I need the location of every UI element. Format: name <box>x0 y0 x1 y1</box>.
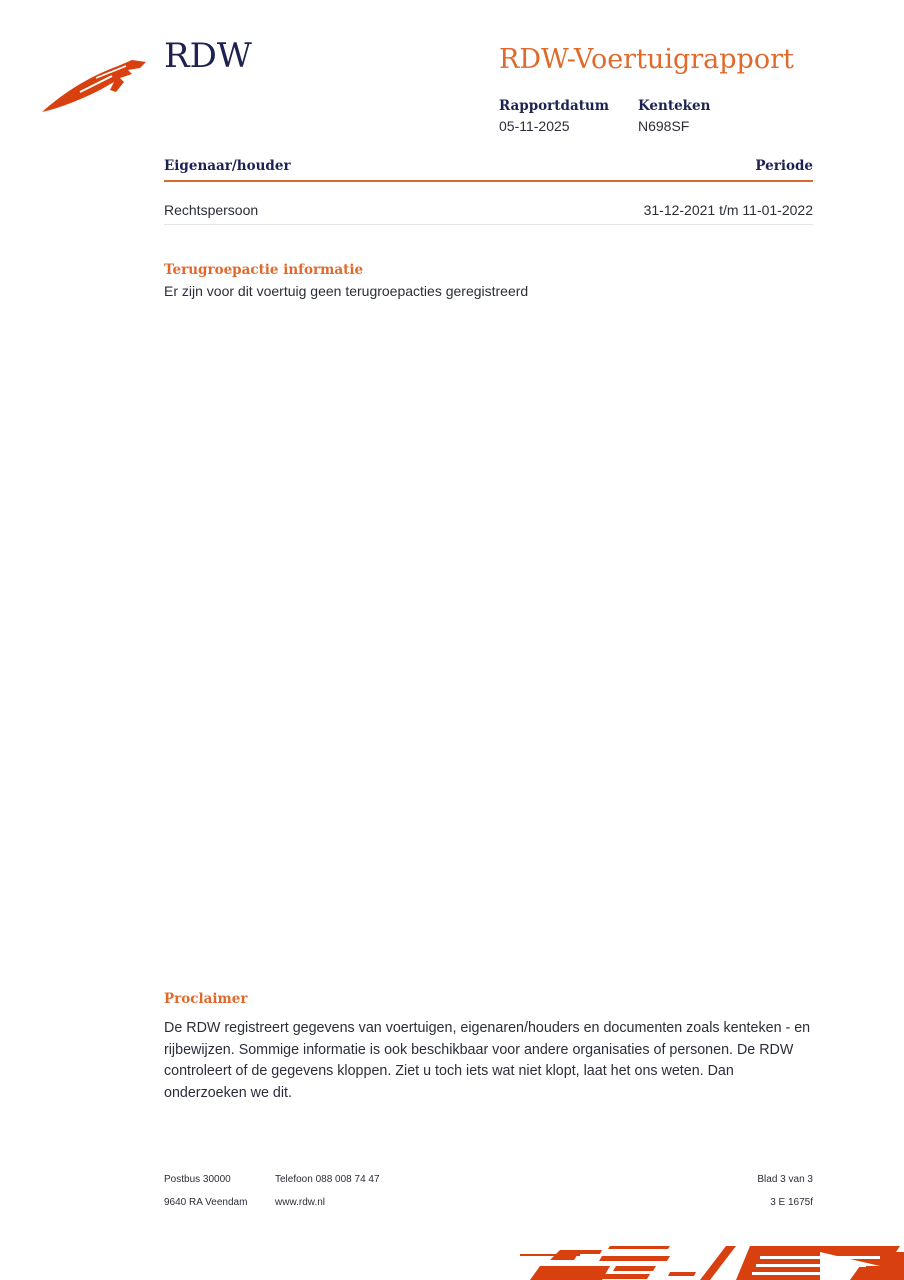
rdw-logo-icon <box>40 56 150 116</box>
owner-table <box>164 158 813 225</box>
logo-text: RDW <box>164 36 252 76</box>
footer-address-line1: Postbus 30000 <box>164 1174 231 1185</box>
footer-phone: Telefoon 088 008 74 47 <box>275 1174 380 1185</box>
table-row <box>164 182 813 225</box>
proclaimer-text: De RDW registreert gegevens van voertuigen, eigenaren/houders en documenten zoals kenteken - en rijbewijzen. Sommige informatie is ook beschikbaar voor andere organisaties of personen. De RDW controleert of de gegevens kloppen. Ziet u toch iets wat niet klopt, laat het ons weten. Dan onderzoeken we dit. <box>164 1020 811 1101</box>
footer-page-number: Blad 3 van 3 <box>757 1174 813 1185</box>
footer-address-line2: 9640 RA Veendam <box>164 1197 248 1208</box>
proclaimer-title: Proclaimer <box>164 991 248 1007</box>
table-header <box>164 158 813 182</box>
report-date-label: Rapportdatum <box>499 98 610 114</box>
footer-website[interactable]: www.rdw.nl <box>275 1197 326 1208</box>
license-plate-label: Kenteken <box>638 98 711 114</box>
recall-section-title: Terugroepactie informatie <box>164 262 364 278</box>
footer-document-code: 3 E 1675f <box>770 1197 813 1208</box>
license-plate-value: N698SF <box>638 118 690 134</box>
decorative-stripes-icon <box>520 1242 904 1280</box>
report-date-value: 05-11-2025 <box>499 118 570 134</box>
report-title: RDW-Voertuigrapport <box>499 44 794 75</box>
period-cell: 31-12-2021 t/m 11-01-2022 <box>643 202 813 218</box>
column-header-period: Periode <box>755 158 813 174</box>
column-header-owner: Eigenaar/houder <box>164 158 291 174</box>
recall-text: Er zijn voor dit voertuig geen terugroepacties geregistreerd <box>164 283 529 299</box>
owner-cell: Rechtspersoon <box>164 202 259 218</box>
